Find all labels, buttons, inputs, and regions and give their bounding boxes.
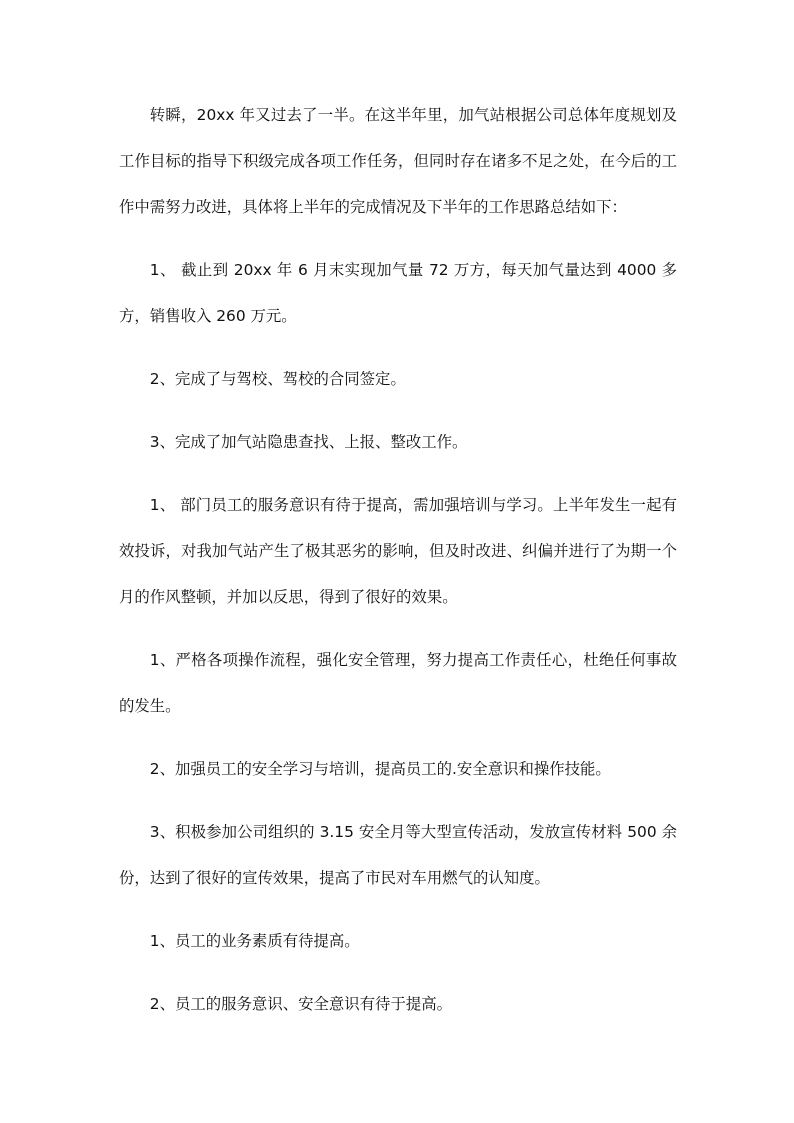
list-item-gas-volume: 1、 截止到 20xx 年 6 月末实现加气量 72 万方，每天加气量达到 4000 多方，销售收入 260 万元。 — [119, 261, 677, 325]
intro-paragraph: 转瞬，20xx 年又过去了一半。在这半年里，加气站根据公司总体年度规划及工作目标的指导下积级完成各项工作任务，但同时存在诸多不足之处，在今后的工作中需努力改进，具体将上半年的完成情况及下半年的工作思路总结如下： — [119, 106, 677, 216]
list-item-staff-awareness: 2、员工的服务意识、安全意识有待于提高。 — [149, 995, 453, 1013]
list-item-safety-procedures: 1、严格各项操作流程，强化安全管理，努力提高工作责任心，杜绝任何事故的发生。 — [119, 651, 677, 715]
document-body — [119, 92, 677, 1027]
list-item-publicity: 3、积极参加公司组织的 3.15 安全月等大型宣传活动，发放宣传材料 500 余份，达到了很好的宣传效果，提高了市民对车用燃气的认知度。 — [119, 823, 677, 887]
list-item-service-awareness: 1、 部门员工的服务意识有待于提高，需加强培训与学习。上半年发生一起有效投诉，对我加气站产生了极其恶劣的影响，但及时改进、纠偏并进行了为期一个月的作风整顿，并加以反思，得到了很好的效果。 — [119, 496, 677, 606]
list-item-hazard-check: 3、完成了加气站隐患查找、上报、整改工作。 — [149, 433, 468, 451]
list-item-staff-quality: 1、员工的业务素质有待提高。 — [149, 932, 360, 950]
list-item-contract: 2、完成了与驾校、驾校的合同签定。 — [149, 370, 406, 388]
list-item-safety-training: 2、加强员工的安全学习与培训，提高员工的.安全意识和操作技能。 — [149, 760, 611, 778]
